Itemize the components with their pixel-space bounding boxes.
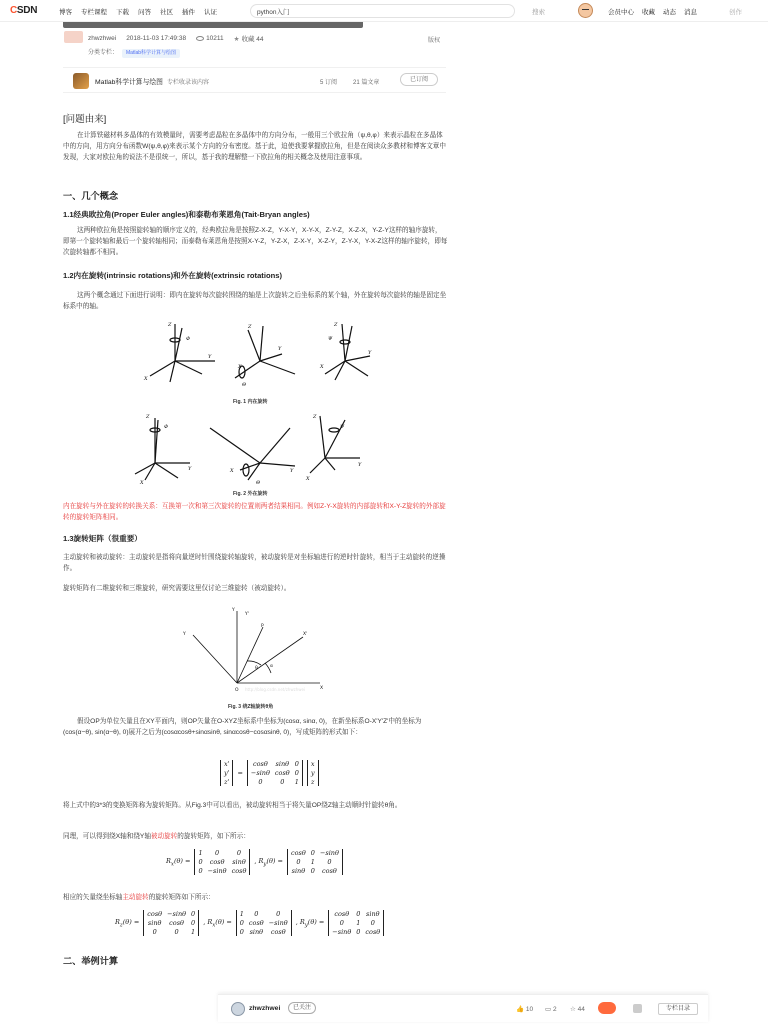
like-button[interactable]: 👍 10 [516,1006,534,1013]
section-concepts-heading: 一、几个概念 [63,191,119,201]
column-subtitle: 专栏收录该内容 [166,80,209,86]
article-meta [88,34,264,43]
svg-text:Φ: Φ [186,336,191,342]
paragraph-1-3b: 旋转矩阵有二维旋转和三维旋转，研究需要这里仅讨论三维旋转（被动旋转）。 [63,585,291,592]
nav-blog[interactable]: 博客 [59,9,72,16]
svg-text:P: P [261,624,264,629]
figure-1-caption: Fig. 1 内在旋转 [233,399,268,405]
star-outline-icon: ☆ [570,1006,576,1013]
write-button[interactable]: 创作 [729,9,742,16]
svg-text:Φ: Φ [164,424,169,430]
figure-z-rotation [175,605,330,695]
nav-courses[interactable]: 专栏课程 [81,9,107,16]
nav-qa[interactable]: 问答 [138,9,151,16]
column-articles: 21 篇文章 [353,80,380,86]
nav-member-center[interactable]: 会员中心 [608,9,634,16]
svg-text:X: X [140,480,144,486]
svg-text:Z: Z [146,414,150,420]
author-avatar[interactable] [231,1002,245,1016]
svg-text:Y: Y [232,608,235,613]
figure-extrinsic-rotation [130,408,390,488]
category-row: 分类专栏： Matlab科学计算与绘图 [88,47,180,58]
svg-text:Ψ: Ψ [328,336,333,342]
original-badge [64,31,83,43]
svg-text:Z: Z [248,324,252,330]
paragraph-after-matrix: 将上式中的3*3的变换矩阵称为旋转矩阵。从Fig.3中可以看出，被动旋转相当于将矢量OP绕Z轴主动顺时针旋转θ角。 [63,802,402,809]
nav-plugins[interactable]: 插件 [182,9,195,16]
paragraph-active: 相应的矢量绕坐标轴主动旋转的旋转矩阵如下所示： [63,894,215,901]
eye-icon [196,36,204,41]
column-name[interactable]: Matlab科学计算与绘图 [95,79,163,86]
subsection-1-3-heading: 1.3旋转矩阵（很重要） [63,534,142,543]
equation-z-rotation: x' y' z' = cosθ sinθ 0 −sinθ cosθ 0 0 0 1 x y z [220,760,319,786]
column-card [63,67,446,93]
svg-text:X: X [320,364,324,370]
nav-favorites[interactable]: 收藏 [642,9,655,16]
svg-text:X: X [230,468,234,474]
svg-text:X: X [144,376,148,382]
figure-3-watermark: http://blog.csdn.net/zhwzhwei [245,687,306,692]
equation-xy-passive: $R_x(\theta)$ = 1 0 0 0 cosθ sinθ 0 −sinθ cosθ , $R_y(\theta)$ = cosθ 0 −sinθ 0 1 0 sinθ 0 cosθ [166,849,343,875]
search-button[interactable]: 搜索 [532,9,545,16]
category-tag[interactable]: Matlab科学计算与绘图 [122,49,180,58]
column-icon [73,73,89,89]
svg-text:Y: Y [188,466,192,472]
svg-text:X: X [238,364,242,370]
search-input[interactable] [257,7,457,16]
svg-text:Y: Y [183,632,186,637]
svg-text:Z: Z [334,322,338,328]
section-question: [问题由来] [63,114,107,125]
svg-text:Y: Y [358,462,362,468]
bottom-author-name[interactable]: zhwzhwei [249,1005,281,1012]
user-avatar[interactable] [578,3,593,18]
svg-text:Y: Y [290,468,294,474]
section-example-heading: 二、举例计算 [63,956,119,966]
nav-download[interactable]: 下载 [116,9,129,16]
svg-text:θ: θ [255,666,258,671]
svg-text:Z: Z [313,414,317,420]
star-icon: ★ [233,36,240,43]
column-subscriptions: 5 订阅 [320,80,338,86]
nav-certification[interactable]: 认证 [204,9,217,16]
thumbs-up-icon: 👍 [516,1006,525,1013]
main-nav [59,7,217,16]
nav-community[interactable]: 社区 [160,9,173,16]
svg-text:Ψ: Ψ [340,424,345,430]
comment-button[interactable]: ▭ 2 [545,1006,557,1013]
svg-text:Θ: Θ [256,480,261,486]
paragraph-1-2: 这两个概念通过下面进行说明：即内在旋转每次旋转围绕的轴是上次旋转之后坐标系的某个轴，外在旋转每次旋转的轴是固定坐标系中的轴。 [63,292,447,311]
svg-text:Z: Z [168,322,172,328]
favorite-button[interactable]: ☆ 44 [570,1006,585,1013]
paragraph-1-1: 这两种欧拉角是按照旋转轴的顺序定义的，经典欧拉角是按照Z-X-Z，Y-X-Y，X-Y-X，Z-Y-Z，X-Z-X，Y-Z-Y这样的轴序旋转，即第一个旋转轴和最后一个旋转轴相同；而泰勒布莱恩角是按照X-Y-Z，Y-Z-X，Z-X-Y，X-Z-Y，Z-Y-X，Y-X-Z这样的轴序旋转，即每次旋转轴都不相同。 [63,227,448,257]
favorite-count[interactable]: ★ 收藏 44 [233,36,264,43]
share-icon[interactable] [633,1004,642,1013]
svg-text:Y: Y [368,350,372,356]
figure-2-caption: Fig. 2 外在旋转 [233,491,268,497]
svg-text:X: X [306,476,310,482]
red-note-paragraph: 内在旋转与外在旋转的转换关系：互换第一次和第三次旋转的位置则两者结果相同。例如Z-Y-X旋转的内部旋转和X-Y-Z旋转的外部旋转的旋转矩阵相同。 [63,503,446,522]
svg-text:α: α [270,664,273,669]
subscribe-button[interactable]: 已订阅 [400,73,438,86]
svg-text:Y: Y [278,346,282,352]
svg-text:X: X [320,686,324,691]
user-nav [608,7,697,16]
svg-text:Y': Y' [245,612,249,617]
nav-messages[interactable]: 消息 [684,9,697,16]
top-navbar [0,0,768,22]
svg-text:Y: Y [208,354,212,360]
paragraph-op: 假设OP为单位矢量且在XY平面内，则OP矢量在O-XYZ坐标系中坐标为(cosα, sinα, 0)，在新坐标系O-X'Y'Z'中的坐标为(cos(α−θ), sin(α−θ), 0)展开之后为(cosαcosθ+sinαsinθ, sinαcosθ−cosαsinθ, 0)，写成矩阵的形式如下： [63,718,422,737]
svg-text:Θ: Θ [242,382,247,388]
reward-icon[interactable] [598,1002,616,1014]
follow-button[interactable]: 已关注 [288,1002,316,1014]
bottom-toolbar [218,994,708,1022]
nav-activity[interactable]: 动态 [663,9,676,16]
copyright-link[interactable]: 版权 [428,38,441,44]
view-count: 10211 [196,35,224,42]
column-directory-button[interactable]: 专栏目录 [658,1003,698,1015]
subsection-1-2-heading: 1.2内在旋转(intrinsic rotations)和外在旋转(extrinsic rotations) [63,271,282,280]
figure-intrinsic-rotation [130,316,390,396]
author-name[interactable]: zhwzhwei [88,35,117,42]
svg-text:X': X' [303,632,308,637]
paragraph-1-3a: 主动旋转和被动旋转：主动旋转是指将向量逆时针围绕旋转轴旋转，被动旋转是对坐标轴进行的逆时针旋转，相当于主动旋转的逆操作。 [63,554,446,573]
csdn-logo[interactable]: CSDN [10,5,38,16]
publish-date: 2018-11-03 17:49:38 [126,35,187,42]
search-box [250,4,515,18]
intro-paragraph: 在计算铁磁材料多晶体的有效模量时，需要考虑晶粒在多晶体中的方向分布，一般用三个欧拉角（ψ,θ,φ）来表示晶粒在多晶体中的方向，用方向分布函数W(ψ,θ,φ)来表示某个方向的分布密度。基于此，迫使我要掌握欧拉角，但是在阅读众多教材和博客文章中发现，大家对欧拉角的说法不是很统一，所以，基于我的理解整一下欧拉角的相关概念及使用注意事项。 [63,132,446,162]
equation-active: $R_z(\theta)$ = cosθ −sinθ 0 sinθ cosθ 0 0 0 1 , $R_x(\theta)$ = 1 0 0 0 cosθ −sinθ 0 sinθ cosθ , $R_y(\theta)$ = cosθ 0 sinθ 0 1 0 −sinθ 0 cosθ [115,910,384,936]
comment-icon: ▭ [545,1006,552,1013]
figure-3-caption: Fig. 3 绕Z轴旋转θ角 [228,704,274,710]
paragraph-xy-passive: 同理，可以得到绕X轴和绕Y轴被动旋转的旋转矩阵，如下所示： [63,833,250,840]
subsection-1-1-heading: 1.1经典欧拉角(Proper Euler angles)和泰勒布莱恩角(Tait-Bryan angles) [63,210,310,219]
article-title-cropped [63,22,448,28]
svg-text:O: O [235,688,239,693]
